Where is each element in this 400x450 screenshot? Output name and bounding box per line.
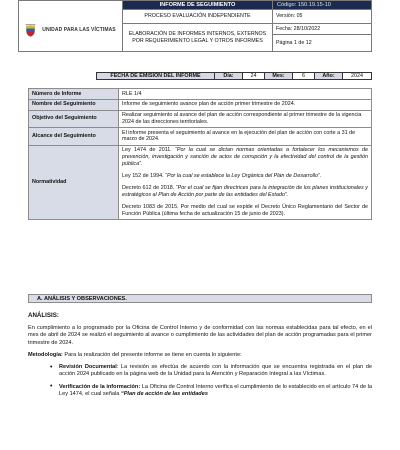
regulation-item: Decreto 1083 de 2015. Por medio del cual se expide el Decreto Único Reglamentario del Sector de Función Pública (última fecha de actualización 15 de junio de 2023). xyxy=(122,204,368,218)
month-label: Mes: xyxy=(265,73,293,79)
scope-label: Alcance del Seguimiento xyxy=(29,128,119,146)
bullet-quote: “Plan de acción de las entidades xyxy=(120,390,208,397)
doc-code: Código: 150.19.15-10 xyxy=(273,1,371,9)
tracking-name-value: Informe de seguimiento avance plan de acción primer trimestre de 2024. xyxy=(119,99,372,110)
methodology-text: Para la realización del presente informe se tiene en cuenta lo siguiente: xyxy=(62,351,242,358)
bullet-title: Revisión Documental xyxy=(59,364,117,371)
report-info-table xyxy=(28,88,372,220)
document-header xyxy=(18,0,372,52)
regulation-value xyxy=(119,145,372,220)
analysis-heading: ANÁLISIS: xyxy=(28,312,59,319)
table-row xyxy=(29,99,372,110)
tracking-name-label: Nombre del Seguimiento xyxy=(29,99,119,110)
list-item xyxy=(50,364,372,379)
doc-type-band: INFORME DE SEGUIMIENTO xyxy=(123,1,272,9)
section-title: A. ANÁLISIS Y OBSERVACIONES. xyxy=(28,294,372,303)
header-meta xyxy=(273,1,371,51)
org-name: UNIDAD PARA LAS VÍCTIMAS xyxy=(42,26,116,33)
doc-date: Fecha: 28/10/2022 xyxy=(273,23,371,34)
page-number: Página 1 de 12 xyxy=(273,34,371,51)
process-name: PROCESO EVALUACIÓN INDEPENDIENTE xyxy=(123,9,272,23)
procedure-name: ELABORACIÓN DE INFORMES INTERNOS, EXTERNOS POR REQUERIMIENTO LEGAL Y OTROS INFORMES xyxy=(123,23,272,51)
bullet-text: La Oficina de Control Interno verifica el cumplimiento de lo establecido en el artículo 74 de la Ley 1474, el cual señala xyxy=(59,383,372,397)
report-number-value: RLE 1/4 xyxy=(119,89,372,100)
emission-date-label: FECHA DE EMISIÓN DEL INFORME xyxy=(97,73,215,79)
regulation-item xyxy=(122,147,368,167)
emission-date-row xyxy=(96,72,372,80)
regulation-item xyxy=(122,185,368,199)
analysis-body xyxy=(28,312,372,403)
objective-label: Objetivo del Seguimiento xyxy=(29,110,119,128)
month-value: 6 xyxy=(293,73,315,79)
doc-version: Versión: 05 xyxy=(273,9,371,23)
regulation-label: Normatividad xyxy=(29,145,119,220)
report-number-label: Número de Informe xyxy=(29,89,119,100)
coat-of-arms-icon xyxy=(25,24,36,37)
scope-value: El informe presenta el seguimiento al avance en la ejecución del plan de acción con corte a 31 de marzo de 2024. xyxy=(119,128,372,146)
methodology-list xyxy=(28,364,372,398)
regulation-ref: Decreto 612 de 2018. xyxy=(122,185,176,192)
table-row xyxy=(29,89,372,100)
day-value: 24 xyxy=(243,73,265,79)
bullet-title: Verificación de la información: xyxy=(59,383,141,390)
year-value: 2024 xyxy=(351,72,363,79)
regulation-desc: “Por la cual se establece la Ley Orgánica del Plan de Desarrollo”. xyxy=(165,172,322,179)
regulation-item xyxy=(122,173,368,180)
header-middle xyxy=(123,1,273,51)
table-row xyxy=(29,110,372,128)
methodology-label: Metodología: xyxy=(28,351,63,358)
objective-value: Realizar seguimiento al avance del plan de acción correspondiente al primer trimestre de la vigencia 2024 de las direcciones territoriales. xyxy=(119,110,372,128)
year-label: Año: xyxy=(315,73,343,79)
org-logo xyxy=(19,1,123,51)
bullet-text: : La revisión se efectúa de acuerdo con la información que se encuentra registrada en el plan de acción 2024 publicado en la página web de la Unidad para la Atención y Reparación Integral a las Víctimas. xyxy=(59,364,372,378)
regulation-desc: “Por la cual se dictan normas orientadas a fortalecer los mecanismos de prevención, investigación y sanción de actos de corrupción y la efectividad del control de la gestión pública”. xyxy=(122,147,368,167)
methodology-paragraph xyxy=(28,352,372,359)
regulation-desc: “Por el cual se fijan directrices para la integración de los planes institucionales y estratégicos al Plan de Acción por parte de las entidades del Estado”. xyxy=(122,185,368,198)
regulation-ref: Ley 152 de 1994. xyxy=(122,172,166,179)
day-label: Día: xyxy=(215,73,243,79)
table-row xyxy=(29,128,372,146)
analysis-intro: En cumplimiento a lo programado por la Oficina de Control Interno y de conformidad con las normas establecidas para tal efecto, en el mes de abril de 2024 se realizó el seguimiento al avance o cumplimiento de las actividades del plan de acción programadas para el primer trimestre de 2024. xyxy=(28,325,372,346)
table-row xyxy=(29,145,372,220)
regulation-ref: Ley 1474 de 2011. xyxy=(122,147,176,153)
list-item xyxy=(50,384,372,399)
